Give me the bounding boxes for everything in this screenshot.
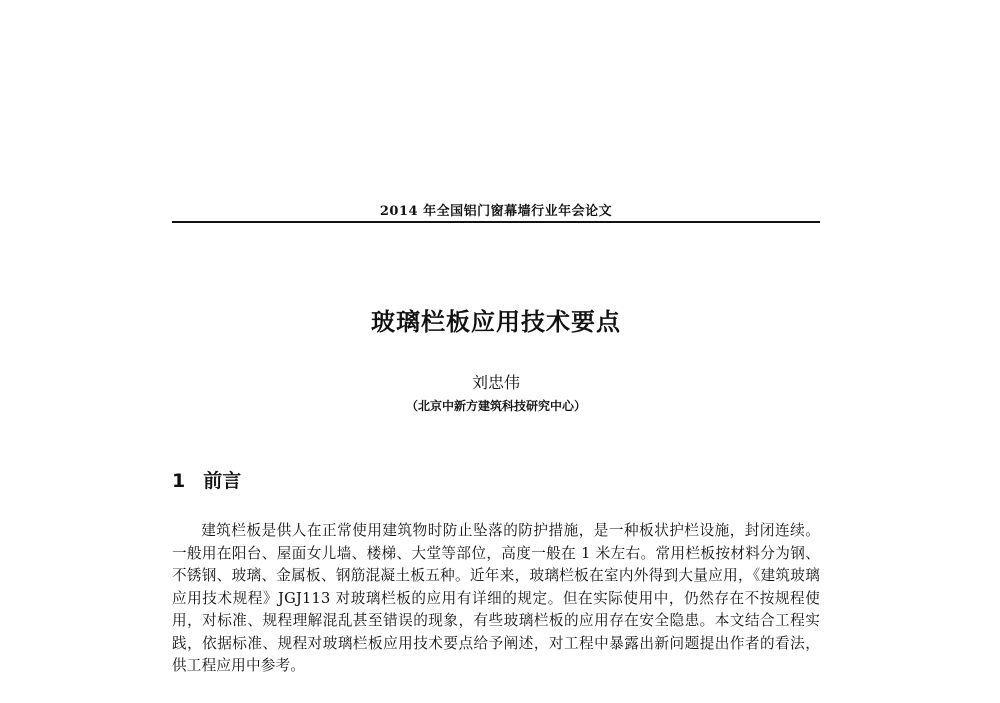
section-heading <box>172 466 241 493</box>
author-name: 刘忠伟 <box>471 373 520 392</box>
header-rule <box>172 221 820 223</box>
section-number: 1 <box>172 470 186 492</box>
section-title: 前言 <box>203 470 242 492</box>
body-paragraph: 建筑栏板是供人在正常使用建筑物时防止坠落的防护措施，是一种板状护栏设施，封闭连续。一般用在阳台、屋面女儿墙、楼梯、大堂等部位，高度一般在 1 米左右。常用栏板按材料分为钢、不锈钢、玻璃、金属板、钢筋混凝土板五种。近年来，玻璃栏板在室内外得到大量应用，《建筑玻璃应用技术规程》JGJ113 对玻璃栏板的应用有详细的规定。但在实际使用中，仍然存在不按规程使用，对标准、规程理解混乱甚至错误的现象，有些玻璃栏板的应用存在安全隐患。本文结合工程实践，依据标准、规程对玻璃栏板应用技术要点给予阐述，对工程中暴露出新问题提出作者的看法，供工程应用中参考。 <box>172 522 820 674</box>
running-head: 2014 年全国铝门窗幕墙行业年会论文 <box>379 204 613 219</box>
author-affiliation: （北京中新方建筑科技研究中心） <box>405 399 586 413</box>
paper-title: 玻璃栏板应用技术要点 <box>371 308 621 336</box>
